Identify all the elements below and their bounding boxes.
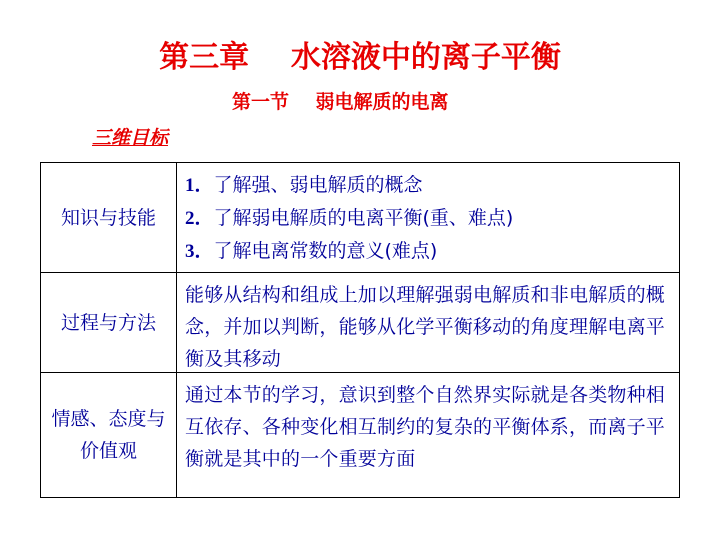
row-content-knowledge-skills [177,163,679,273]
objective-item-number: 3． [185,241,214,262]
row-label-attitudes-values: 情感、态度与价值观 [41,373,177,497]
objective-paragraph: 能够从结构和组成上加以理解强弱电解质和非电解质的概念，并加以判断，能够从化学平衡移动的角度理解电离平衡及其移动 [185,284,666,370]
objective-item-text: 了解强、弱电解质的概念 [213,174,423,196]
row-label-knowledge-skills: 知识与技能 [41,163,177,273]
objective-item [185,235,671,268]
chapter-title: 第三章 水溶液中的离子平衡 [159,40,561,75]
objective-item-number: 1． [185,175,214,196]
objective-item [185,202,671,235]
objectives-table [40,162,680,498]
objective-item [185,169,671,202]
objective-paragraph: 通过本节的学习，意识到整个自然界实际就是各类物种相互依存、各种变化相互制约的复杂的平衡体系，而离子平衡就是其中的一个重要方面 [185,384,666,470]
objective-item-text: 了解电离常数的意义(难点) [213,240,438,262]
row-label-process-methods: 过程与方法 [41,273,177,373]
section-subtitle: 第一节 弱电解质的电离 [232,91,449,113]
objective-item-text: 了解弱电解质的电离平衡(重、难点) [213,207,514,229]
objective-item-number: 2． [185,208,214,229]
row-content-attitudes-values [177,373,679,497]
objectives-heading: 三维目标 [92,127,169,149]
row-content-process-methods [177,273,679,373]
